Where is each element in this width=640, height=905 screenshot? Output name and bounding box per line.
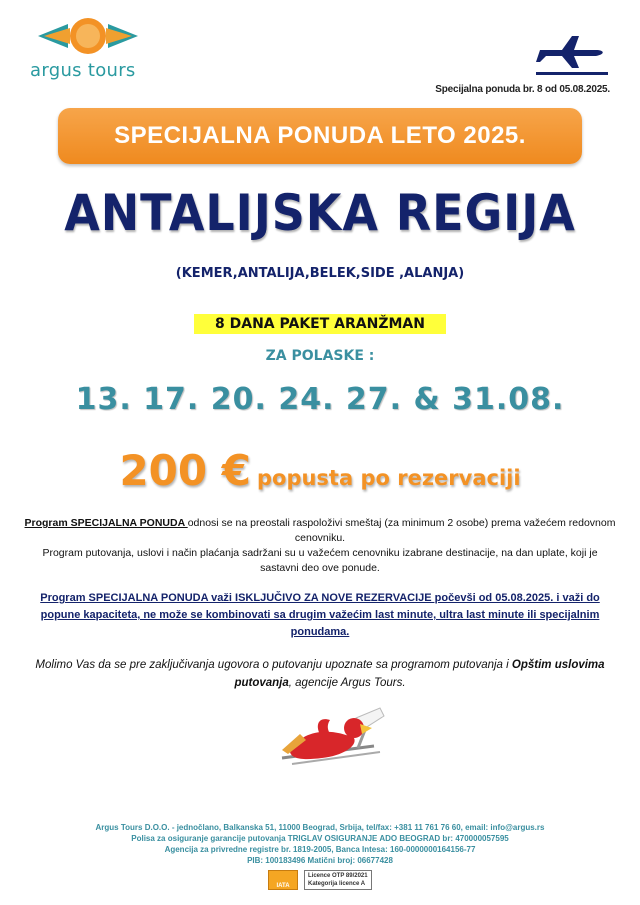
cities-list: (KEMER,ANTALIJA,BELEK,SIDE ,ALANJA) (175, 266, 465, 281)
package-label: 8 DANA PAKET ARANŽMAN (194, 314, 446, 334)
offer-reference: Specijalna ponuda br. 8 od 05.08.2025. (435, 84, 610, 95)
general-conditions-link[interactable]: Opštim uslovima putovanja (234, 659, 605, 689)
region-title: ANTALIJSKA REGIJA (64, 184, 576, 242)
iata-badge (268, 870, 298, 890)
offer-terms-line2: Program putovanja, uslovi i način plaćanja sadržani su u važećem cenovniku izabrane destinacije, na dan uplate, koji je sastavni deo ove ponude. (42, 547, 598, 574)
footer-tax-id: PIB: 100183496 Matični broj: 06677428 (247, 856, 393, 865)
airplane-icon (532, 28, 610, 80)
conditions-before: Molimo Vas da se pre zaključivanja ugovora o putovanju upoznate sa programom putovanja i (35, 659, 512, 671)
conditions-paragraph (24, 656, 616, 692)
offer-terms-paragraph (24, 516, 616, 576)
validity-paragraph: Program SPECIJALNA PONUDA važi ISKLJUČIVO ZA NOVE REZERVACIJE počevši od 05.08.2025. i važi do popune kapaciteta, ne može se kombinovati sa drugim važećim last minute, ultra last minute ili specijalnim ponudama. (40, 592, 600, 638)
offer-banner (58, 108, 582, 164)
departure-dates: 13. 17. 20. 24. 27. & 31.08. (75, 382, 565, 417)
offer-terms-lead: Program SPECIJALNA PONUDA (24, 517, 188, 529)
logo-text: argus tours (30, 60, 136, 81)
offer-terms-rest: odnosi se na preostali raspoloživi smeštaj (za minimum 2 osobe) prema važećem redovnom cenovniku. (187, 517, 616, 544)
footer-insurance: Polisa za osiguranje garancije putovanja TRIGLAV OSIGURANJE ADO BEOGRAD br: 470000057595 (131, 834, 509, 843)
conditions-after: , agencije Argus Tours. (288, 677, 406, 689)
discount-text: popusta po rezervaciji (256, 466, 521, 490)
footer-badges (268, 870, 372, 890)
license-line2: Kategorija licence A (308, 881, 366, 887)
footer-registry: Agencija za privredne registre br. 1819-2005, Banca Intesa: 160-0000000164156-77 (164, 845, 476, 854)
footer (0, 822, 640, 866)
discount-amount: 200 € (119, 446, 251, 495)
footer-address: Argus Tours D.O.O. - jednočlano, Balkanska 51, 11000 Beograd, Srbija, tel/fax: +381 11 761 76 60, email: info@argus.rs (95, 823, 545, 832)
mascot-illustration-icon (262, 698, 392, 774)
departures-label: ZA POLASKE : (265, 348, 375, 364)
discount-line (0, 446, 640, 495)
license-line1: Licence OTP 89/2021 (308, 873, 368, 879)
iata-label: IATA (276, 883, 290, 889)
banner-title: SPECIJALNA PONUDA LETO 2025. (114, 122, 526, 149)
license-badge (304, 870, 372, 890)
